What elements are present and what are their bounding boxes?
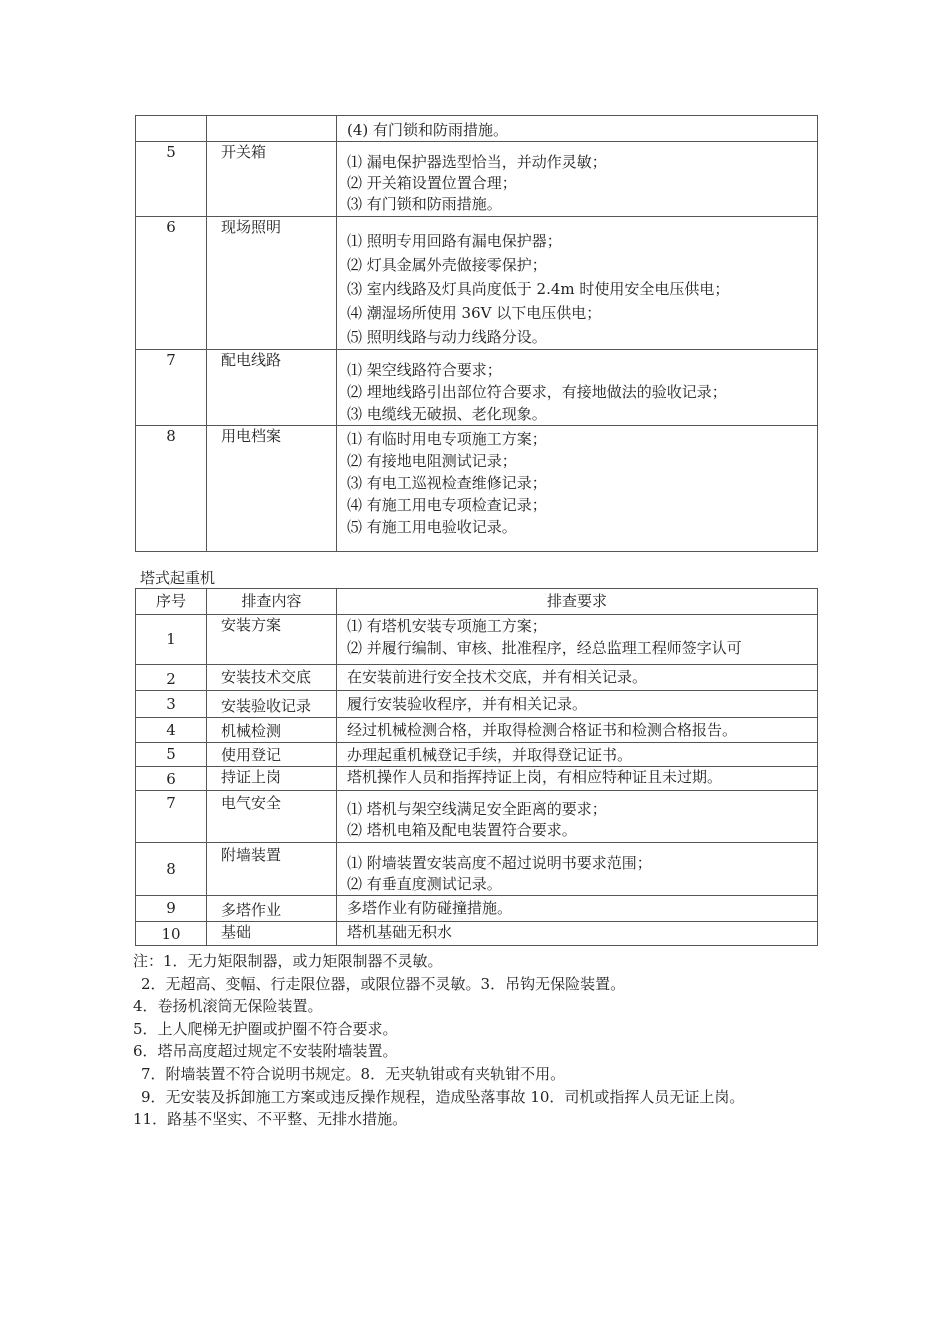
requirement-line: 经过机械检测合格，并取得检测合格证书和检测合格报告。 xyxy=(347,720,738,739)
row-item: 多塔作业 xyxy=(207,896,337,922)
note-line: 注：1．无力矩限制器，或力矩限制器不灵敏。 xyxy=(133,952,443,970)
table-row xyxy=(136,142,818,217)
table-row xyxy=(136,217,818,350)
requirement-line: 塔机操作人员和指挥持证上岗，有相应特种证且未过期。 xyxy=(347,768,723,786)
note-line: 5．上人爬梯无护圈或护圈不符合要求。 xyxy=(133,1019,398,1038)
note-line: 4．卷扬机滚筒无保险装置。 xyxy=(133,997,323,1016)
table-row xyxy=(136,843,818,896)
row-item: 安装方案 xyxy=(207,615,337,665)
row-item: 现场照明 xyxy=(207,217,337,350)
row-requirements xyxy=(337,142,818,217)
table-row xyxy=(136,615,818,665)
requirement-line: ⑵ 灯具金属外壳做接零保护； xyxy=(347,256,547,274)
row-number: 1 xyxy=(136,615,207,665)
row-number: 9 xyxy=(136,896,207,922)
row-item: 使用登记 xyxy=(207,743,337,767)
requirement-line: ⑵ 塔机电箱及配电装置符合要求。 xyxy=(347,821,577,839)
requirement-line: (4) 有门锁和防雨措施。 xyxy=(347,121,509,139)
table-row xyxy=(136,116,818,142)
table-row xyxy=(136,767,818,791)
note-line: 11．路基不坚实、不平整、无排水措施。 xyxy=(133,1110,408,1129)
requirement-line: ⑴ 塔机与架空线满足安全距离的要求； xyxy=(347,800,607,818)
requirement-line: ⑷ 潮湿场所使用 36V 以下电压供电； xyxy=(347,304,602,322)
requirement-line: ⑵ 开关箱设置位置合理； xyxy=(347,174,517,192)
requirement-line: ⑴ 有临时用电专项施工方案； xyxy=(347,430,547,448)
table-row xyxy=(136,743,818,767)
row-number: 7 xyxy=(136,350,207,426)
row-number: 7 xyxy=(136,791,207,843)
requirement-line: ⑵ 并履行编制、审核、批准程序，经总监理工程师签字认可 xyxy=(347,639,742,657)
table-row xyxy=(136,426,818,552)
requirement-line: ⑴ 架空线路符合要求； xyxy=(347,361,502,379)
requirement-line: 在安装前进行安全技术交底，并有相关记录。 xyxy=(347,668,648,686)
requirement-line: ⑵ 有接地电阻测试记录； xyxy=(347,452,517,470)
section-title: 塔式起重机 xyxy=(140,569,216,587)
requirement-line: ⑷ 有施工用电专项检查记录； xyxy=(347,496,547,514)
tower-crane-inspection-table xyxy=(135,588,818,946)
row-item: 基础 xyxy=(207,922,337,946)
row-requirements xyxy=(337,691,818,718)
requirement-line: 多塔作业有防碰撞措施。 xyxy=(347,899,513,917)
row-requirements xyxy=(337,743,818,767)
row-requirements xyxy=(337,665,818,691)
requirement-line: 办理起重机械登记手续，并取得登记证书。 xyxy=(347,746,633,764)
requirement-line: ⑶ 有门锁和防雨措施。 xyxy=(347,195,502,213)
row-item: 用电档案 xyxy=(207,426,337,552)
row-number: 5 xyxy=(136,743,207,767)
row-number: 6 xyxy=(136,767,207,791)
requirement-line: ⑸ 有施工用电验收记录。 xyxy=(347,518,517,536)
table-row xyxy=(136,718,818,743)
table-row xyxy=(136,791,818,843)
header-item: 排查内容 xyxy=(207,589,337,615)
row-requirements xyxy=(337,896,818,922)
header-number: 序号 xyxy=(136,589,207,615)
requirement-line: ⑴ 漏电保护器选型恰当，并动作灵敏； xyxy=(347,153,607,171)
row-number: 2 xyxy=(136,665,207,691)
requirement-line: ⑶ 有电工巡视检查维修记录； xyxy=(347,474,547,492)
electrical-inspection-table xyxy=(135,115,818,552)
row-item: 持证上岗 xyxy=(207,767,337,791)
requirement-line: 塔机基础无积水 xyxy=(347,923,453,941)
note-line: 6．塔吊高度超过规定不安装附墙装置。 xyxy=(133,1042,398,1061)
note-line: 7．附墙装置不符合说明书规定。8．无夹轨钳或有夹轨钳不用。 xyxy=(141,1064,566,1083)
header-requirements: 排查要求 xyxy=(337,589,818,615)
table-header-row xyxy=(136,589,818,615)
row-requirements xyxy=(337,791,818,843)
requirement-line: ⑵ 埋地线路引出部位符合要求，有接地做法的验收记录； xyxy=(347,383,727,401)
notes-section xyxy=(133,950,744,1131)
table-row xyxy=(136,665,818,691)
requirement-line: ⑴ 有塔机安装专项施工方案； xyxy=(347,617,547,635)
row-item xyxy=(207,116,337,142)
row-number: 4 xyxy=(136,718,207,743)
row-requirements xyxy=(337,718,818,743)
requirement-line: ⑶ 电缆线无破损、老化现象。 xyxy=(347,405,547,423)
row-requirements xyxy=(337,922,818,946)
requirement-line: ⑴ 照明专用回路有漏电保护器； xyxy=(347,232,562,250)
table-row xyxy=(136,350,818,426)
note-line: 2．无超高、变幅、行走限位器，或限位器不灵敏。3．吊钩无保险装置。 xyxy=(141,974,626,993)
row-requirements xyxy=(337,843,818,896)
row-requirements xyxy=(337,426,818,552)
row-item: 安装技术交底 xyxy=(207,665,337,691)
row-requirements xyxy=(337,615,818,665)
row-number: 6 xyxy=(136,217,207,350)
row-item: 电气安全 xyxy=(207,791,337,843)
row-requirements xyxy=(337,217,818,350)
requirement-line: ⑴ 附墙装置安装高度不超过说明书要求范围； xyxy=(347,854,652,872)
row-number: 8 xyxy=(136,843,207,896)
row-number xyxy=(136,116,207,142)
requirement-line: 履行安装验收程序，并有相关记录。 xyxy=(347,694,588,713)
row-requirements xyxy=(337,767,818,791)
requirement-line: ⑸ 照明线路与动力线路分设。 xyxy=(347,328,547,346)
note-line: 9．无安装及拆卸施工方案或违反操作规程，造成坠落事故 10．司机或指挥人员无证上岗。 xyxy=(141,1087,745,1106)
row-number: 8 xyxy=(136,426,207,552)
row-item: 机械检测 xyxy=(207,718,337,743)
requirement-line: ⑵ 有垂直度测试记录。 xyxy=(347,875,502,893)
row-number: 3 xyxy=(136,691,207,718)
row-item: 开关箱 xyxy=(207,142,337,217)
row-item: 安装验收记录 xyxy=(207,691,337,718)
table-row xyxy=(136,691,818,718)
row-item: 配电线路 xyxy=(207,350,337,426)
table-row xyxy=(136,922,818,946)
row-number: 10 xyxy=(136,922,207,946)
requirement-line: ⑶ 室内线路及灯具尚度低于 2.4m 时使用安全电压供电； xyxy=(347,280,730,298)
row-requirements xyxy=(337,350,818,426)
row-number: 5 xyxy=(136,142,207,217)
row-item: 附墙装置 xyxy=(207,843,337,896)
row-requirements xyxy=(337,116,818,142)
table-row xyxy=(136,896,818,922)
